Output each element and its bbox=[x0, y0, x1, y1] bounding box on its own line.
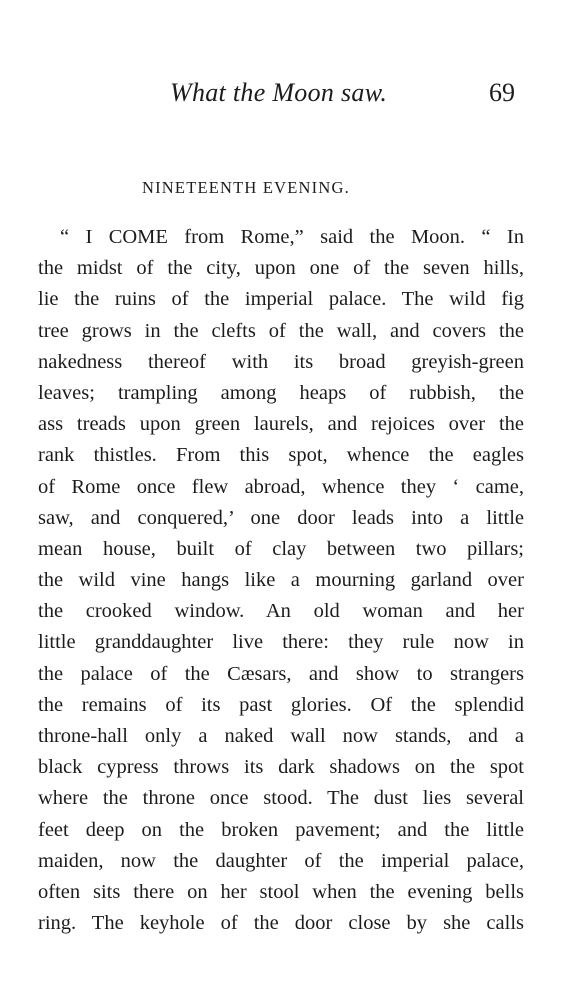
text-line: leaves; trampling among heaps of rubbish, the bbox=[38, 381, 524, 404]
text-line: the wild vine hangs like a mourning garland over bbox=[38, 569, 524, 592]
text-line: feet deep on the broken pavement; and the little bbox=[38, 818, 524, 841]
text-line: the palace of the Cæsars, and show to strangers bbox=[38, 662, 524, 685]
text-line: the crooked window. An old woman and her bbox=[38, 600, 524, 623]
text-line: saw, and conquered,’ one door leads into a little bbox=[38, 506, 524, 529]
text-line: of Rome once flew abroad, whence they ‘ came, bbox=[38, 475, 524, 498]
text-line: the midst of the city, upon one of the seven hills, bbox=[38, 257, 524, 280]
text-line: nakedness thereof with its broad greyish-green bbox=[38, 350, 524, 373]
text-line: rank thistles. From this spot, whence the eagles bbox=[38, 444, 524, 467]
running-title: What the Moon saw. bbox=[170, 78, 388, 107]
text-line: tree grows in the clefts of the wall, and covers the bbox=[38, 319, 524, 342]
text-line: ring. The keyhole of the door close by she calls bbox=[38, 912, 524, 935]
body-text bbox=[38, 222, 524, 939]
text-line: where the throne once stood. The dust lies several bbox=[38, 787, 524, 810]
text-line: “ I COME from Rome,” said the Moon. “ In bbox=[60, 226, 524, 248]
text-line: the remains of its past glories. Of the splendid bbox=[38, 693, 524, 716]
text-line: ass treads upon green laurels, and rejoices over the bbox=[38, 413, 524, 436]
text-line: black cypress throws its dark shadows on the spot bbox=[38, 756, 524, 779]
text-line: throne-hall only a naked wall now stands, and a bbox=[38, 725, 524, 747]
running-header bbox=[160, 78, 515, 118]
text-line: lie the ruins of the imperial palace. The wild fig bbox=[38, 288, 524, 311]
section-heading: NINETEENTH EVENING. bbox=[142, 178, 350, 197]
text-line: little granddaughter live there: they rule now in bbox=[38, 631, 524, 654]
page-number: 69 bbox=[489, 78, 515, 107]
text-line: often sits there on her stool when the evening bells bbox=[38, 880, 524, 903]
text-line: maiden, now the daughter of the imperial palace, bbox=[38, 849, 524, 872]
text-line: mean house, built of clay between two pillars; bbox=[38, 537, 524, 560]
